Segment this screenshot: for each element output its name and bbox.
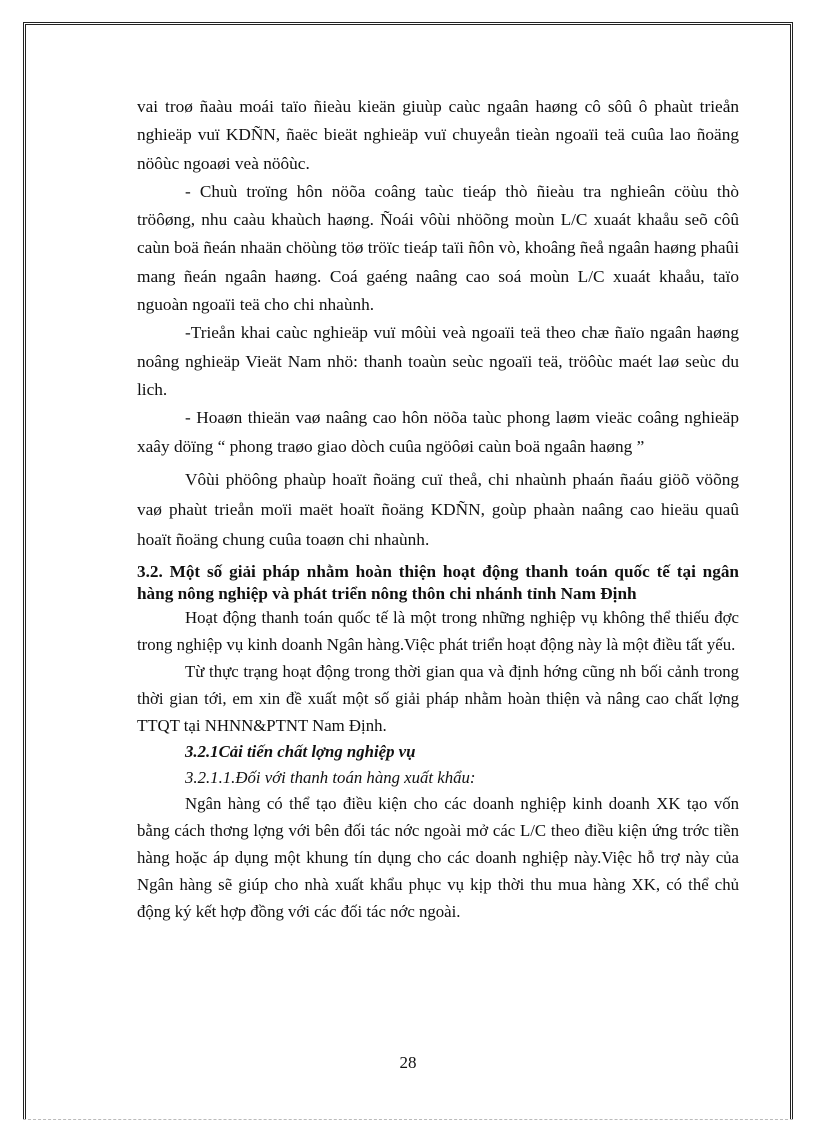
document-body <box>137 93 739 925</box>
page-bottom-divider <box>23 1119 793 1120</box>
paragraph-3: -Trieån khai caùc nghieäp vuï môùi veà ngoaïi teä theo chæ ñaïo ngaân haøng noâng nghieäp Vieät Nam nhö: thanh toaùn seùc ngoaïi teä, tröôùc maét laø seùc du lich. <box>137 323 739 399</box>
section-heading: 3.2. Một số giải pháp nhằm hoàn thiện hoạt động thanh toán quốc tế tại ngân hàng nông nghiệp và phát triển nông thôn chi nhánh tỉnh Nam Định <box>137 561 739 604</box>
paragraph-4: - Hoaøn thieän vaø naâng cao hôn nöõa taùc phong laøm vieäc coâng nghieäp xaây döïng “ phong traøo giao dòch cuûa ngöôøi caùn boä ngaân haøng ” <box>137 408 739 456</box>
paragraph-5: Vôùi phöông phaùp hoaït ñoäng cuï theå, chi nhaùnh phaán ñaáu giöõ vöõng vaø phaùt trieån moïi maët hoaït ñoäng KDÑN, goùp phaàn naâng cao hieäu quaû hoaït ñoäng chung cuûa toaøn chi nhaùnh. <box>137 469 739 549</box>
page-number: 28 <box>399 1053 417 1072</box>
paragraph-6: Hoạt động thanh toán quốc tế là một trong những nghiệp vụ không thể thiếu đợc trong nghiệp vụ kinh doanh Ngân hàng.Việc phát triển hoạt động này là một điều tất yếu. <box>137 608 739 655</box>
paragraph-7: Từ thực trạng hoạt động trong thời gian qua và định hớng cũng nh bối cảnh trong thời gian tới, em xin đề xuất một số giải pháp nhằm hoàn thiện và nâng cao chất lợng TTQT tại NHNN&PTNT Nam Định. <box>137 662 739 735</box>
paragraph-1: vai troø ñaàu moái taïo ñieàu kieän giuùp caùc ngaân haøng cô sôû ô phaùt trieån nghieäp vuï KDÑN, ñaëc bieät nghieäp vuï chuyeån tieàn ngoaïi teä cuûa lao ñoäng nöôùc ngoaøi veà nöôùc. <box>137 97 739 173</box>
subsubsection-heading: 3.2.1.1.Đối với thanh toán hàng xuất khẩu: <box>185 768 476 788</box>
paragraph-8: Ngân hàng có thể tạo điều kiện cho các doanh nghiệp kinh doanh XK tạo vốn bằng cách thơng lợng với bên đối tác nớc ngoài mở các L/C theo điều kiện ứng trớc tiền hàng hoặc áp dụng một khung tín dụng cho các doanh nghiệp này.Việc hỗ trợ này của Ngân hàng sẽ giúp cho nhà xuất khẩu phục vụ kịp thời thu mua hàng XK, có thể chủ động ký kết hợp đồng với các đối tác nớc ngoài. <box>137 794 739 921</box>
paragraph-2: - Chuù troïng hôn nöõa coâng taùc tieáp thò ñieàu tra nghieân cöùu thò tröôøng, nhu caàu khaùch haøng. Ñoái vôùi nhöõng moùn L/C xuaát khaåu seõ côû caùn boä ñeán nhaän chöùng töø tröïc tieáp taïi ñôn vò, khoâng ñeå ngaân haøng phaûi mang ñeán ngaân haøng. Coá gaéng naâng cao soá moùn L/C xuaát khaåu, taïo nguoàn ngoaïi teä cho chi nhaùnh. <box>137 181 739 315</box>
subsection-heading: 3.2.1Cải tiến chất lợng nghiệp vụ <box>185 742 416 762</box>
